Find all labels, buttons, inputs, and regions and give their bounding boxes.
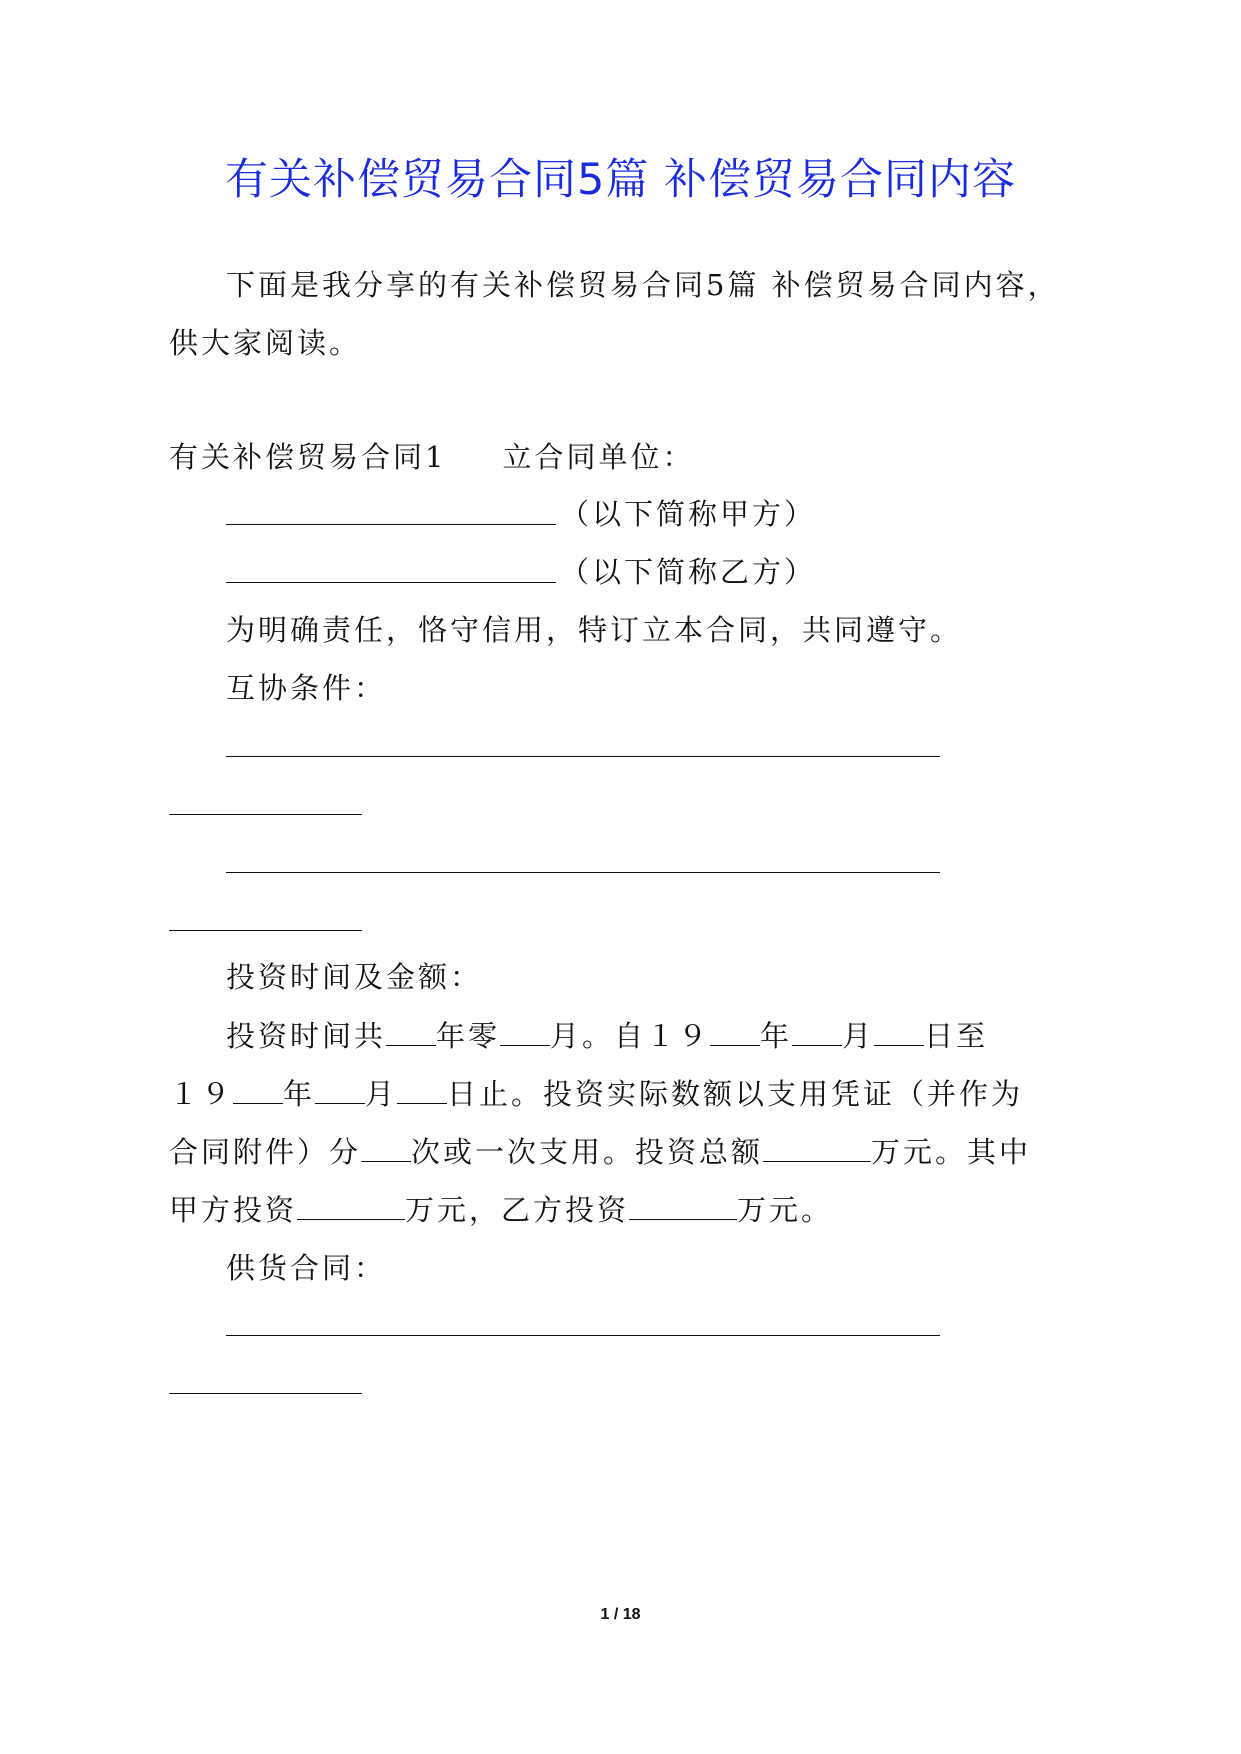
supply-blank-b: [169, 1393, 362, 1394]
intro-line-2: 供大家阅读。: [169, 326, 362, 360]
party-a-suffix: （以下简称甲方）: [560, 497, 817, 531]
inv-text: 合同附件）分: [169, 1135, 362, 1169]
inv-text: 年零: [436, 1019, 501, 1053]
inv-text: 次或一次支用。投资总额: [411, 1135, 764, 1169]
investment-line-3: [169, 1132, 1031, 1172]
mutual-conditions-heading: 互协条件：: [226, 671, 387, 705]
blank: [361, 1137, 411, 1162]
blank: [315, 1079, 365, 1104]
inv-text: 万元，乙方投资: [405, 1193, 630, 1227]
investment-line-1: [226, 1016, 988, 1056]
intro-line-1: 下面是我分享的有关补偿贸易合同5篇 补偿贸易合同内容，: [226, 268, 1060, 302]
inv-text: 年: [283, 1077, 316, 1111]
inv-text: 月: [842, 1019, 875, 1053]
party-b-suffix: （以下简称乙方）: [560, 555, 817, 589]
section-1-heading: [169, 437, 694, 477]
blank: [500, 1021, 550, 1046]
conditions-blank-2a: [226, 872, 940, 873]
purpose-statement: 为明确责任，恪守信用，特订立本合同，共同遵守。: [226, 613, 963, 647]
inv-text: 年: [760, 1019, 793, 1053]
party-b-blank: [226, 582, 556, 583]
blank: [233, 1079, 283, 1104]
conditions-blank-1b: [169, 814, 362, 815]
blank: [629, 1195, 737, 1220]
inv-text: 日止。投资实际数额以支用凭证（并作为: [447, 1077, 1024, 1111]
inv-text: 甲方投资: [169, 1193, 298, 1227]
conditions-blank-1a: [226, 756, 940, 757]
document-title: 有关补偿贸易合同5篇 补偿贸易合同内容: [224, 155, 1017, 205]
parties-label: 立合同单位：: [502, 440, 695, 474]
blank: [710, 1021, 760, 1046]
investment-line-4: [169, 1190, 833, 1230]
conditions-blank-2b: [169, 930, 362, 931]
blank: [792, 1021, 842, 1046]
inv-text: 日至: [924, 1019, 989, 1053]
inv-text: １９: [169, 1077, 234, 1111]
investment-line-2: [169, 1074, 1023, 1114]
supply-blank-a: [226, 1335, 940, 1336]
party-a-blank: [226, 524, 556, 525]
section-1-title: 有关补偿贸易合同1: [169, 440, 447, 474]
inv-text: 月: [365, 1077, 398, 1111]
blank: [874, 1021, 924, 1046]
supply-heading: 供货合同：: [226, 1251, 387, 1285]
blank: [386, 1021, 436, 1046]
inv-text: 万元。其中: [871, 1135, 1032, 1169]
inv-text: 月。自１９: [550, 1019, 711, 1053]
blank: [297, 1195, 405, 1220]
blank: [763, 1137, 871, 1162]
inv-text: 投资时间共: [226, 1019, 387, 1053]
page-indicator: 1 / 18: [600, 1606, 641, 1623]
inv-text: 万元。: [737, 1193, 834, 1227]
blank: [397, 1079, 447, 1104]
investment-heading: 投资时间及金额：: [226, 960, 483, 994]
